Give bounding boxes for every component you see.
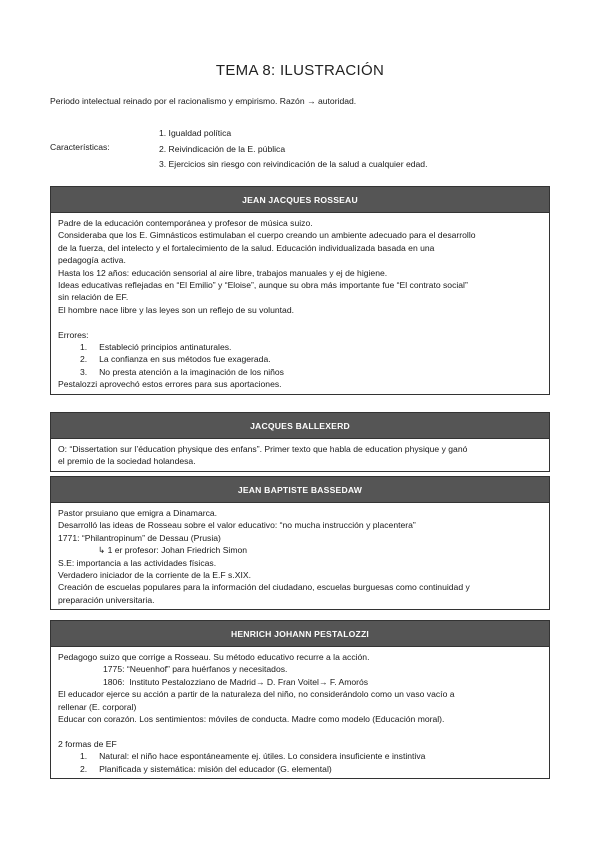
body-line: Desarrolló las ideas de Rosseau sobre el valor educativo: “no mucha instrucción y placentera” [58, 520, 416, 531]
body-line: S.E: importancia a las actividades físicas. [58, 557, 217, 568]
body-line: rellenar (E. corporal) [58, 701, 137, 712]
body-line: de la fuerza, del intelecto y el fortalecimiento de la salud. Educación individualizada basada en una [58, 242, 435, 253]
characteristic-item: 2. Reivindicación de la E. pública [159, 143, 286, 154]
list-item: 2. Planificada y sistemática: misión del educador (G. elemental) [80, 763, 332, 774]
section-body [51, 439, 549, 471]
section-header: JACQUES BALLEXERD [51, 413, 549, 439]
characteristics-list [159, 126, 427, 173]
body-line: Padre de la educación contemporánea y profesor de música suizo. [58, 218, 313, 228]
section-header: JEAN BAPTISTE BASSEDAW [51, 477, 549, 503]
body-line: Pedagogo suizo que corrige a Rosseau. Su método educativo recurre a la acción. [58, 652, 370, 662]
section-header: JEAN JACQUES ROSSEAU [51, 187, 549, 213]
body-line: Verdadero iniciador de la corriente de la E.F s.XIX. [58, 570, 251, 581]
section-body [51, 503, 549, 609]
intro-text: Periodo intelectual reinado por el racionalismo y empirismo. Razón → autoridad. [50, 96, 357, 106]
section-rosseau [50, 186, 550, 395]
section-body [51, 647, 549, 778]
section-body [51, 213, 549, 394]
page-title: TEMA 8: ILUSTRACIÓN [215, 62, 385, 79]
list-item: 1. Estableció principios antinaturales. [80, 342, 232, 353]
body-line: pedagogía activa. [58, 255, 126, 266]
section-pestalozzi [50, 620, 550, 779]
body-line: Consideraba que los E. Gimnásticos estimulaban el cuerpo creando un ambiente adecuado para el desarrollo [58, 230, 476, 241]
body-line: 2 formas de EF [58, 738, 117, 749]
characteristic-item: 1. Igualdad política [159, 128, 232, 138]
body-line: El hombre nace libre y las leyes son un reflejo de su voluntad. [58, 304, 294, 315]
body-line: ↳ 1 er profesor: Johan Friedrich Simon [98, 545, 248, 556]
body-line: Pastor prsuiano que emigra a Dinamarca. [58, 508, 218, 518]
body-line: el premio de la sociedad holandesa. [58, 456, 196, 467]
body-line: Errores: [58, 329, 89, 340]
body-line: Ideas educativas reflejadas en “El Emilio” y “Eloise”, aunque su obra más importante fue “El contrato social” [58, 280, 468, 291]
list-item: 3. No presta atención a la imaginación de los niños [80, 366, 284, 377]
section-header: HENRICH JOHANN PESTALOZZI [51, 621, 549, 647]
body-line: Educar con corazón. Los sentimientos: móviles de conducta. Madre como modelo (Educación moral). [58, 714, 445, 725]
list-item: 1. Natural: el niño hace espontáneamente ej. útiles. Lo considera insuficiente e instintiva [80, 751, 426, 762]
body-line: 1775: “Neuenhof” para huérfanos y necesitados. [103, 664, 288, 675]
body-line: Creación de escuelas populares para la información del ciudadano, escuelas burguesas como continuidad y [58, 582, 470, 593]
body-line: 1806: Instituto Pestalozziano de Madrid→ D. Fran Voitel→ F. Amorós [103, 676, 369, 687]
section-bassedaw [50, 476, 550, 610]
body-line: preparación universitaria. [58, 594, 155, 605]
body-line [58, 316, 543, 328]
section-ballexerd [50, 412, 550, 472]
body-line: 1771: “Philantropinum” de Dessau (Prusia) [58, 532, 221, 543]
characteristics-label: Características: [50, 142, 110, 152]
list-item: 2. La confianza en sus métodos fue exagerada. [80, 354, 271, 365]
body-line: El educador ejerce su acción a partir de la naturaleza del niño, no considerándolo como un vaso vacío a [58, 689, 455, 700]
body-line: O: “Dissertation sur l’éducation physique des enfans”. Primer texto que habla de education physique y ganó [58, 444, 468, 454]
body-line: Hasta los 12 años: educación sensorial al aire libre, trabajos manuales y ej de higiene. [58, 267, 388, 278]
characteristic-item: 3. Ejercicios sin riesgo con reivindicación de la salud a cualquier edad. [159, 159, 428, 169]
body-line: Pestalozzi aprovechó estos errores para sus aportaciones. [58, 379, 282, 390]
body-line [58, 725, 543, 737]
body-line: sin relación de EF. [58, 292, 129, 303]
